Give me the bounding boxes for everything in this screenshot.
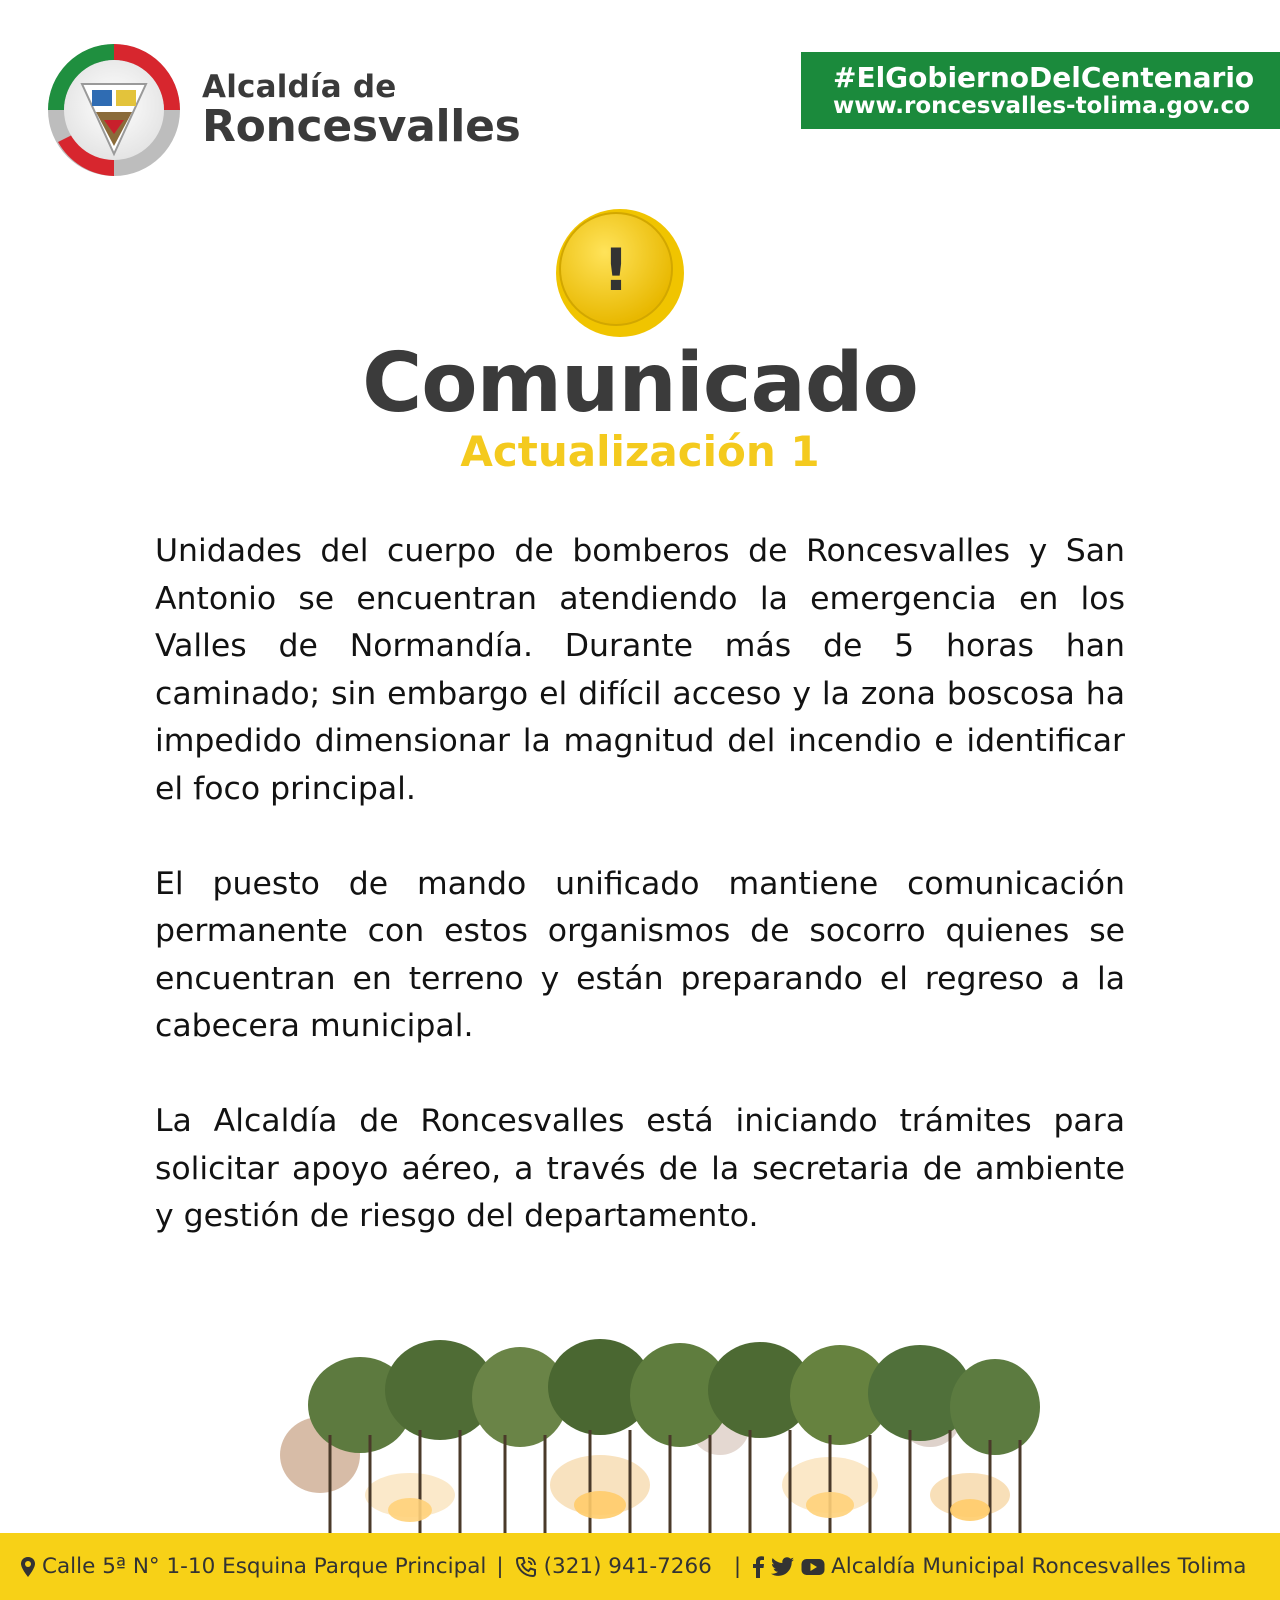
coat-of-arms-icon	[46, 42, 182, 178]
brand-top-text: Alcaldía de	[202, 69, 397, 105]
burning-forest-illustration	[270, 1335, 1060, 1535]
paragraph: El puesto de mando unificado mantiene comunicación permanente con estos organismos de socorro quienes se encuentran en terreno y están preparando el regreso a la cabecera municipal.	[155, 865, 1125, 1044]
paragraph: Unidades del cuerpo de bomberos de Roncesvalles y San Antonio se encuentran atendiendo la emergencia en los Valles de Normandía. Durante más de 5 horas han caminado; sin embargo el difícil acceso y la zona boscosa ha impedido dimensionar la magnitud del incendio e identificar el foco principal.	[155, 533, 1125, 807]
alert-symbol: !	[602, 236, 630, 304]
footer-phone[interactable]: (321) 941-7266	[543, 1554, 712, 1579]
phone-icon	[514, 1555, 538, 1579]
flames	[388, 1491, 990, 1522]
brand-name	[202, 70, 521, 150]
website-link[interactable]: www.roncesvalles-tolima.gov.co	[833, 93, 1250, 119]
youtube-icon[interactable]	[801, 1558, 825, 1576]
facebook-icon[interactable]	[751, 1556, 765, 1578]
page-subtitle: Actualización 1	[460, 427, 820, 476]
footer-separator: |	[733, 1554, 742, 1579]
hashtag-text: #ElGobiernoDelCentenario	[833, 61, 1255, 94]
tree-canopy	[308, 1339, 1040, 1455]
communique-body	[155, 528, 1125, 1288]
municipal-logo	[46, 42, 182, 178]
page-title: Comunicado	[362, 336, 918, 431]
footer-address: Calle 5ª N° 1-10 Esquina Parque Principal	[42, 1554, 487, 1579]
warning-icon	[553, 206, 687, 340]
twitter-icon[interactable]	[771, 1557, 795, 1577]
footer-social-handle[interactable]: Alcaldía Municipal Roncesvalles Tolima	[831, 1554, 1247, 1579]
paragraph: La Alcaldía de Roncesvalles está iniciando trámites para solicitar apoyo aéreo, a través de la secretaria de ambiente y gestión de riesgo del departamento.	[155, 1103, 1125, 1234]
footer-bar	[0, 1533, 1280, 1600]
footer-separator: |	[496, 1554, 504, 1579]
brand-main-text: Roncesvalles	[202, 101, 521, 152]
hashtag-banner	[801, 52, 1280, 129]
location-pin-icon	[20, 1556, 36, 1578]
